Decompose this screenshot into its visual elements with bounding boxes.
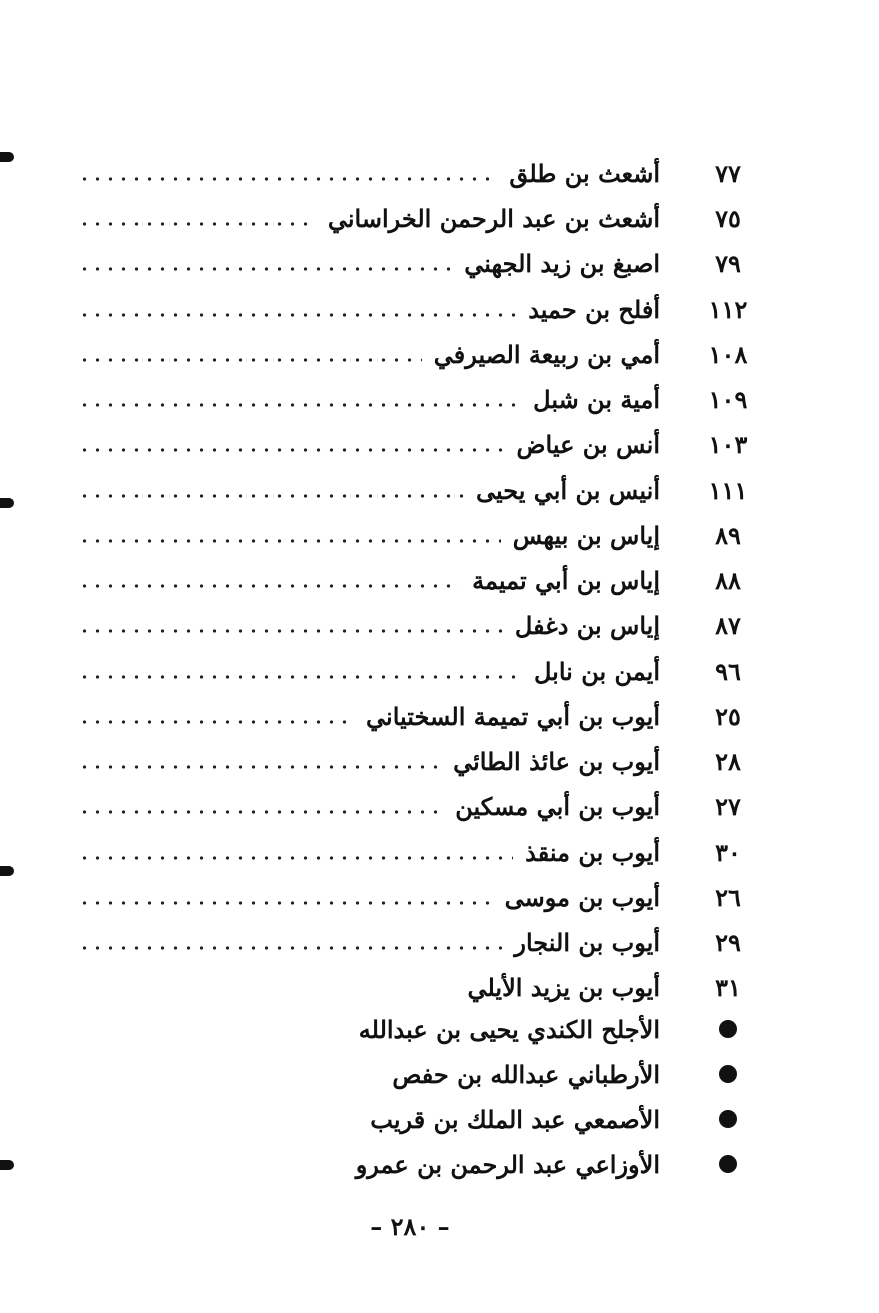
bullet-icon xyxy=(719,1065,737,1083)
index-entry xyxy=(78,287,768,331)
entry-number: ٧٩ xyxy=(715,248,741,278)
leader-dots xyxy=(78,629,503,633)
index-entry xyxy=(78,151,768,195)
index-entry xyxy=(78,558,768,602)
entry-number: ١١٢ xyxy=(708,294,748,324)
entry-name: أشعث بن طلق xyxy=(509,158,660,188)
margin-mark xyxy=(0,866,14,876)
entry-number: ٨٩ xyxy=(715,520,741,550)
entry-number: ١١١ xyxy=(708,475,748,505)
index-entry xyxy=(78,649,768,693)
leader-dots xyxy=(78,675,522,679)
cross-reference-name: الأرطباني عبدالله بن حفص xyxy=(392,1059,660,1089)
cross-reference-name: الأوزاعي عبد الرحمن بن عمرو xyxy=(355,1149,660,1179)
entry-name: أيمن بن نابل xyxy=(534,656,660,686)
leader-dots xyxy=(78,720,354,724)
leader-dots xyxy=(78,267,452,271)
entry-number: ١٠٩ xyxy=(708,384,748,414)
entry-number: ٢٩ xyxy=(715,927,741,957)
entry-number: ٩٦ xyxy=(715,656,741,686)
page-number: – ٢٨٠ – xyxy=(370,1212,450,1241)
entry-name: أمي بن ربيعة الصيرفي xyxy=(433,339,660,369)
entry-name: أيوب بن النجار xyxy=(514,927,660,957)
entry-number: ٧٥ xyxy=(715,203,741,233)
cross-reference-name: الأجلح الكندي يحيى بن عبدالله xyxy=(358,1014,660,1044)
leader-dots xyxy=(78,765,441,769)
entry-name: أيوب بن عائذ الطائي xyxy=(453,746,660,776)
entry-name: أنس بن عياض xyxy=(516,429,660,459)
leader-dots xyxy=(78,494,464,498)
entry-name: إياس بن أبي تميمة xyxy=(472,565,660,595)
entry-name: أنيس بن أبي يحيى xyxy=(476,475,660,505)
entry-number: ٣١ xyxy=(715,972,741,1002)
entry-name: أفلح بن حميد xyxy=(528,294,660,324)
index-entry xyxy=(78,875,768,919)
index-entry xyxy=(78,468,768,512)
index-entry xyxy=(78,422,768,466)
entry-name: أشعث بن عبد الرحمن الخراساني xyxy=(327,203,660,233)
bullet-icon xyxy=(719,1155,737,1173)
entry-number: ١٠٨ xyxy=(708,339,748,369)
margin-mark xyxy=(0,498,14,508)
index-entry xyxy=(78,784,768,828)
entry-number: ٢٨ xyxy=(715,746,741,776)
leader-dots xyxy=(78,313,516,317)
entry-name: أيوب بن موسى xyxy=(504,882,660,912)
entry-number: ٣٠ xyxy=(715,837,741,867)
entry-number: ٢٧ xyxy=(715,791,741,821)
leader-dots xyxy=(78,901,493,905)
index-entry xyxy=(78,920,768,964)
leader-dots xyxy=(78,358,422,362)
entry-name: إياس بن بيهس xyxy=(512,520,660,550)
entry-name: أيوب بن منقذ xyxy=(525,837,660,867)
entry-number: ٢٦ xyxy=(715,882,741,912)
cross-reference-entry xyxy=(78,1097,768,1141)
index-entry xyxy=(78,513,768,557)
cross-reference-entry xyxy=(78,1052,768,1096)
entry-number: ١٠٣ xyxy=(708,429,748,459)
index-entry xyxy=(78,196,768,240)
index-entry xyxy=(78,332,768,376)
index-entry xyxy=(78,739,768,783)
entry-name: أيوب بن أبي تميمة السختياني xyxy=(366,701,660,731)
entry-name: أمية بن شبل xyxy=(533,384,660,414)
leader-dots xyxy=(78,403,521,407)
leader-dots xyxy=(78,856,513,860)
entry-number: ٨٧ xyxy=(715,610,741,640)
bullet-icon xyxy=(719,1110,737,1128)
cross-reference-name: الأصمعي عبد الملك بن قريب xyxy=(370,1104,660,1134)
margin-mark xyxy=(0,1160,14,1170)
index-entry xyxy=(78,830,768,874)
leader-dots xyxy=(78,539,501,543)
entry-name: اصبغ بن زيد الجهني xyxy=(464,248,660,278)
index-entry xyxy=(78,377,768,421)
leader-dots xyxy=(78,448,505,452)
cross-reference-entry xyxy=(78,1007,768,1051)
leader-dots xyxy=(78,584,460,588)
cross-reference-entry xyxy=(78,1142,768,1186)
entry-number: ٧٧ xyxy=(715,158,741,188)
index-entry xyxy=(78,965,768,1009)
index-entry xyxy=(78,694,768,738)
leader-dots xyxy=(78,946,502,950)
leader-dots xyxy=(78,810,443,814)
bullet-icon xyxy=(719,1020,737,1038)
margin-mark xyxy=(0,152,14,162)
entry-number: ٢٥ xyxy=(715,701,741,731)
leader-dots xyxy=(78,177,497,181)
entry-name: أيوب بن يزيد الأيلي xyxy=(467,972,660,1002)
index-entry xyxy=(78,603,768,647)
entry-name: أيوب بن أبي مسكين xyxy=(455,791,660,821)
entry-number: ٨٨ xyxy=(715,565,741,595)
index-entry xyxy=(78,241,768,285)
leader-dots xyxy=(78,222,316,226)
entry-name: إياس بن دغفل xyxy=(514,610,660,640)
